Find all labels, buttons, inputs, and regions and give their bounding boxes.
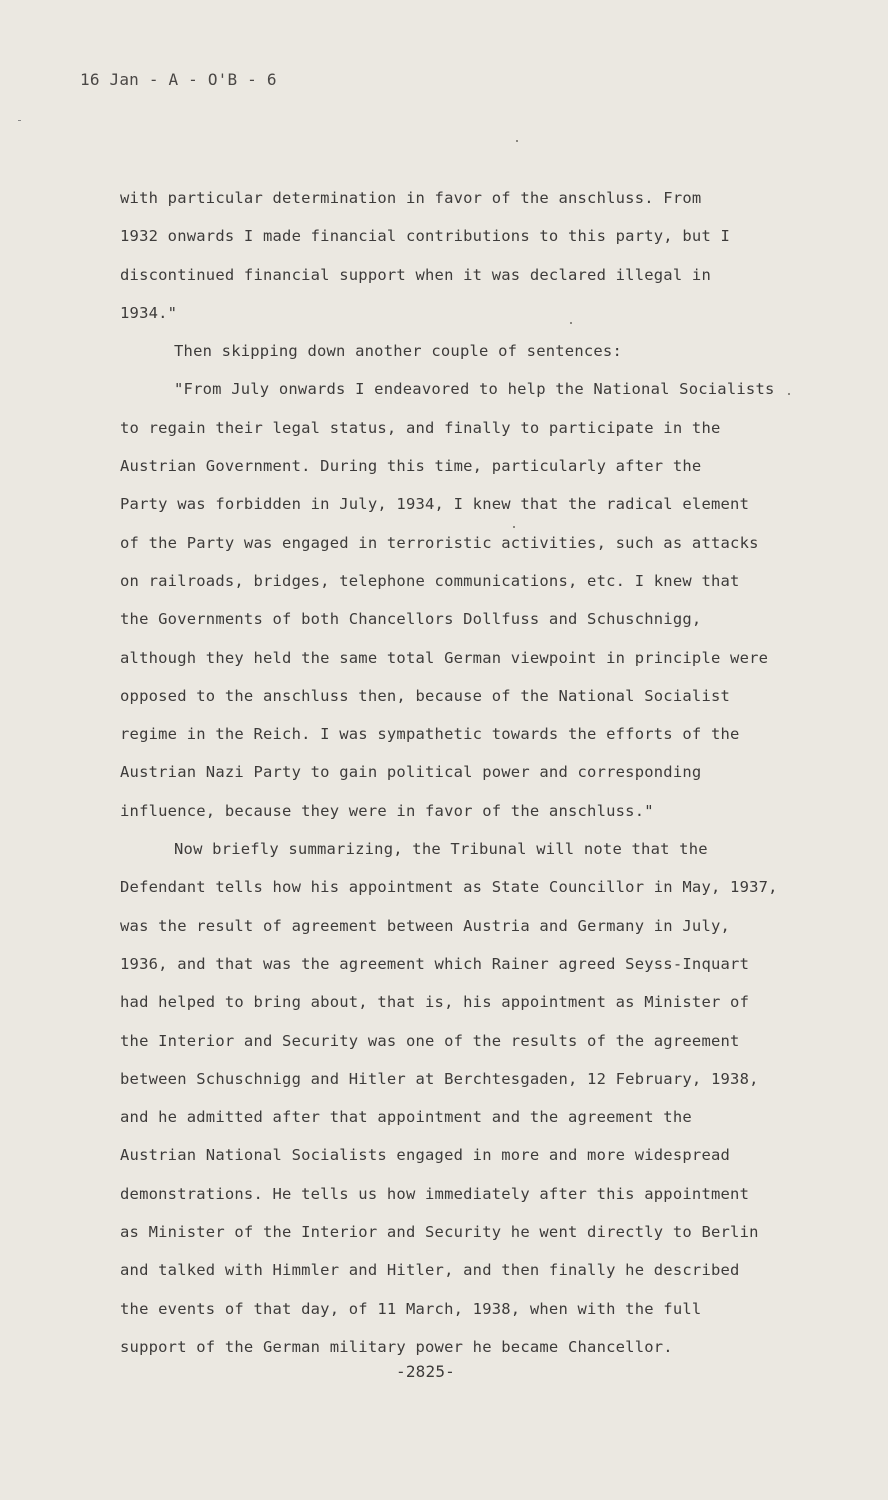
text-line: Defendant tells how his appointment as State Councillor in May, 1937, <box>120 878 778 897</box>
text-line: Austrian National Socialists engaged in more and more widespread <box>120 1146 731 1165</box>
text-line: had helped to bring about, that is, his appointment as Minister of <box>120 993 750 1012</box>
text-line: opposed to the anschluss then, because of the National Socialist <box>120 686 731 705</box>
text-line: although they held the same total German viewpoint in principle were <box>120 648 769 667</box>
text-line: Then skipping down another couple of sentences: <box>174 342 622 361</box>
text-line: Party was forbidden in July, 1934, I knew that the radical element <box>120 495 750 514</box>
text-line: support of the German military power he became Chancellor. <box>120 1337 673 1356</box>
text-line: to regain their legal status, and finally to participate in the <box>120 418 721 437</box>
paper-speck <box>516 140 518 142</box>
text-line: 1932 onwards I made financial contributions to this party, but I <box>120 227 731 246</box>
text-line: influence, because they were in favor of the anschluss." <box>120 801 654 820</box>
paper-speck <box>513 526 515 528</box>
document-body <box>120 183 800 1370</box>
text-line: as Minister of the Interior and Security he went directly to Berlin <box>120 1223 759 1242</box>
text-line: the Governments of both Chancellors Dollfuss and Schuschnigg, <box>120 610 702 629</box>
text-line: on railroads, bridges, telephone communications, etc. I knew that <box>120 571 740 590</box>
page-header: 16 Jan - A - O'B - 6 <box>80 70 277 89</box>
text-line: Austrian Government. During this time, particularly after the <box>120 457 702 476</box>
paper-speck <box>570 322 572 324</box>
text-line: of the Party was engaged in terroristic activities, such as attacks <box>120 533 759 552</box>
text-line: demonstrations. He tells us how immediately after this appointment <box>120 1184 750 1203</box>
text-line: and talked with Himmler and Hitler, and then finally he described <box>120 1261 740 1280</box>
text-line: with particular determination in favor of the anschluss. From <box>120 189 702 207</box>
margin-mark <box>18 120 21 121</box>
text-line: 1934." <box>120 303 178 322</box>
text-line: the events of that day, of 11 March, 1938, when with the full <box>120 1299 702 1318</box>
text-line: the Interior and Security was one of the results of the agreement <box>120 1031 740 1050</box>
text-line: Austrian Nazi Party to gain political power and corresponding <box>120 763 702 782</box>
paper-speck <box>788 393 790 395</box>
page-number: -2825- <box>396 1362 455 1381</box>
text-line: and he admitted after that appointment and the agreement the <box>120 1108 692 1127</box>
text-line: discontinued financial support when it was declared illegal in <box>120 265 711 284</box>
text-line: regime in the Reich. I was sympathetic towards the efforts of the <box>120 725 740 744</box>
text-line: was the result of agreement between Austria and Germany in July, <box>120 916 731 935</box>
text-line: Now briefly summarizing, the Tribunal will note that the <box>174 840 708 859</box>
text-line: "From July onwards I endeavored to help the National Socialists <box>174 380 775 399</box>
text-line: between Schuschnigg and Hitler at Berchtesgaden, 12 February, 1938, <box>120 1069 759 1088</box>
text-line: 1936, and that was the agreement which Rainer agreed Seyss-Inquart <box>120 954 750 973</box>
